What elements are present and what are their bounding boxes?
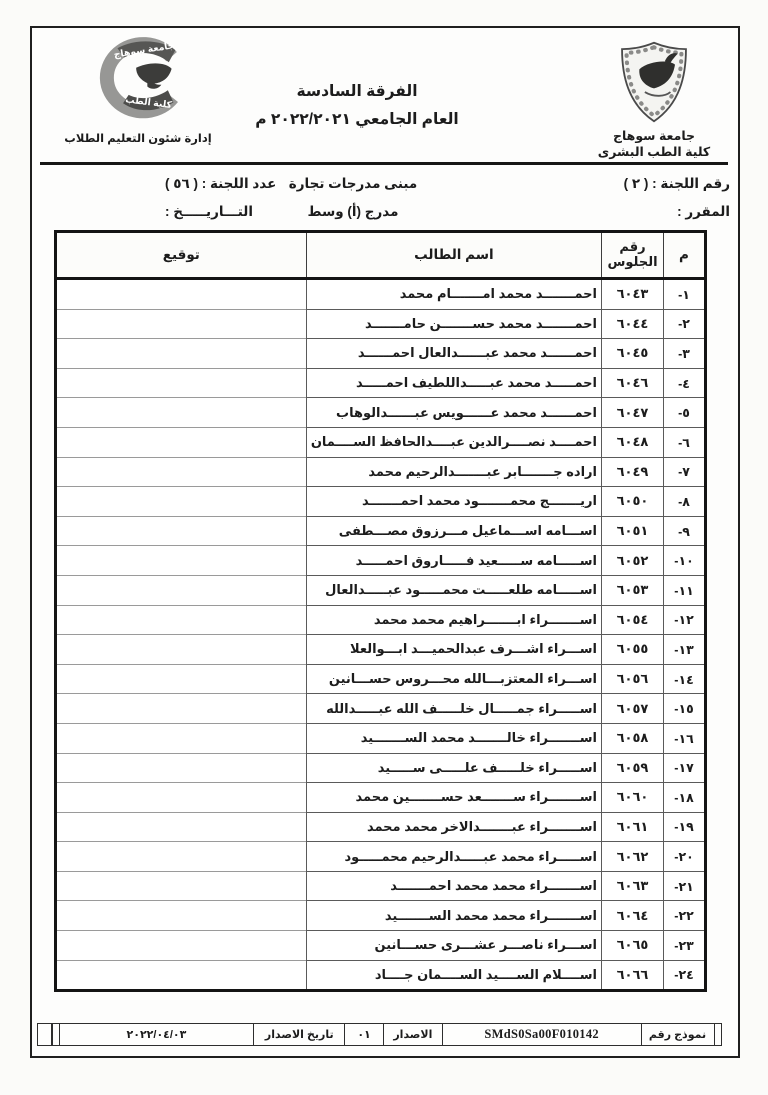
row-serial: ١٩- [664,812,706,842]
row-student-name: اســـــراء جمـــــال خلـــــف الله عبـــــدالله [306,694,601,724]
row-seat-number: ٦٠٤٨ [602,427,664,457]
header-seat-number [602,232,664,279]
department-block [58,36,218,145]
footer-edge-sliver-left [52,1023,60,1046]
table-row [55,812,705,842]
row-signature-cell [55,783,306,813]
row-serial: ٧- [664,457,706,487]
row-signature-cell [55,931,306,961]
university-shield-logo-icon [617,40,691,124]
row-signature-cell [55,723,306,753]
date-label: التـــاريـــــخ : [165,204,254,219]
table-header-row [55,232,705,279]
row-serial: ٢٣- [664,931,706,961]
row-student-name: اســـــــراء ابـــــــراهيم محمد محمد [306,605,601,635]
committee-info-band [32,168,738,230]
table-row [55,516,705,546]
row-student-name: اســـــــراء محمد محمد الســـــــيد [306,901,601,931]
row-seat-number: ٦٠٥٧ [602,694,664,724]
table-row [55,931,705,961]
row-serial: ٢- [664,309,706,339]
header-student-name: اسم الطالب [306,232,601,279]
row-serial: ٩- [664,516,706,546]
page-frame [30,26,740,1058]
row-signature-cell [55,279,306,310]
row-seat-number: ٦٠٥٨ [602,723,664,753]
faculty-round-logo-icon [82,36,194,122]
row-signature-cell [55,842,306,872]
row-seat-number: ٦٠٤٣ [602,279,664,310]
masthead [32,28,738,160]
row-seat-number: ٦٠٤٧ [602,398,664,428]
table-row [55,842,705,872]
row-seat-number: ٦٠٥٢ [602,546,664,576]
row-student-name: احمــــد نصــــرالدين عبــــدالحافظ الســــمان [306,427,601,457]
row-signature-cell [55,368,306,398]
info-right-column [624,176,730,220]
table-row [55,487,705,517]
row-signature-cell [55,339,306,369]
footer-form-bar [38,1023,722,1046]
row-student-name: اريـــــــج محمـــــــود محمد احمـــــــد [306,487,601,517]
row-seat-number: ٦٠٥٣ [602,575,664,605]
table-row [55,723,705,753]
header-seat-line2: الجلوس [607,254,658,269]
hall-name: مدرج (أ) وسط [307,204,399,219]
table-row [55,279,705,310]
row-signature-cell [55,546,306,576]
row-signature-cell [55,309,306,339]
row-student-name: اســـــــراء ســـــــعد حســـــــين محمد [306,783,601,813]
table-row [55,427,705,457]
row-signature-cell [55,516,306,546]
table-row [55,398,705,428]
row-student-name: اســـــراء محمد عبـــــدالرحيم محمـــــود [306,842,601,872]
row-student-name: اســـامه اســـماعيل مـــرزوق مصـــطفى [306,516,601,546]
table-row [55,783,705,813]
table-row [55,546,705,576]
form-code: SMdS0Sa00F010142 [442,1023,642,1046]
row-seat-number: ٦٠٤٥ [602,339,664,369]
version-label: الاصدار [383,1023,443,1046]
row-serial: ١٤- [664,664,706,694]
row-serial: ١٠- [664,546,706,576]
row-serial: ٣- [664,339,706,369]
row-seat-number: ٦٠٦٠ [602,783,664,813]
table-row [55,339,705,369]
row-signature-cell [55,664,306,694]
row-serial: ٥- [664,398,706,428]
logo-top-text: جامعة سوهاج [113,40,176,60]
row-serial: ١٥- [664,694,706,724]
row-signature-cell [55,753,306,783]
row-seat-number: ٦٠٤٦ [602,368,664,398]
table-row [55,457,705,487]
row-seat-number: ٦٠٤٤ [602,309,664,339]
row-signature-cell [55,487,306,517]
table-row [55,635,705,665]
row-serial: ١١- [664,575,706,605]
row-student-name: اســـــــراء خالـــــــد محمد الســـــــيد [306,723,601,753]
row-student-name: اســـــراء خلـــــف علـــــى ســـــيد [306,753,601,783]
issue-date-label: تاريخ الاصدار [253,1023,345,1046]
row-signature-cell [55,427,306,457]
university-identity-block [584,40,724,160]
row-seat-number: ٦٠٦٦ [602,960,664,991]
row-student-name: اســــلام الســــيد الســــمان جــــاد [306,960,601,991]
header-seat-line1: رقم [619,239,646,255]
row-student-name: اســـراء اشـــرف عبدالحميـــد ابـــوالعلا [306,635,601,665]
logo-bottom-text: كلية الطب [124,94,173,110]
row-student-name: احمـــــد محمد عبـــــداللطيف احمـــــد [306,368,601,398]
row-serial: ١٦- [664,723,706,753]
row-signature-cell [55,960,306,991]
row-seat-number: ٦٠٦٢ [602,842,664,872]
row-student-name: احمـــــــد محمد حســـــــن حامـــــــد [306,309,601,339]
row-student-name: اســـــامه طلعـــــت محمـــــود عبـــــدالعال [306,575,601,605]
row-seat-number: ٦٠٥٥ [602,635,664,665]
row-student-name: احمـــــــد محمد امـــــــام محمد [306,279,601,310]
row-student-name: اســـــــراء عبـــــــدالاخر محمد محمد [306,812,601,842]
row-signature-cell [55,694,306,724]
course-label: المقرر : [677,204,730,219]
row-signature-cell [55,605,306,635]
table-row [55,871,705,901]
row-signature-cell [55,812,306,842]
table-row [55,309,705,339]
student-roster-table [54,230,707,992]
faculty-name: كلية الطب البشرى [597,144,711,159]
row-student-name: اســـراء المعتزبـــالله محـــروس حســـانين [306,664,601,694]
row-student-name: اســـــــراء محمد محمد احمـــــــد [306,871,601,901]
row-serial: ٦- [664,427,706,457]
form-number-label: نموذج رقم [641,1023,715,1046]
header-serial: م [664,232,706,279]
table-row [55,901,705,931]
row-serial: ٢١- [664,871,706,901]
table-row [55,368,705,398]
row-serial: ٨- [664,487,706,517]
row-student-name: اســـراء ناصـــر عشـــرى حســـانين [306,931,601,961]
issue-date-value: ٢٠٢٢/٠٤/٠٣ [58,1023,254,1046]
row-seat-number: ٦٠٥٩ [602,753,664,783]
building-name: مبنى مدرجات تجارة [288,176,418,191]
row-student-name: اراده جـــــــابر عبـــــــدالرحيم محمد [306,457,601,487]
footer-edge-sliver-right [713,1023,722,1046]
row-signature-cell [55,635,306,665]
row-signature-cell [55,398,306,428]
grade-title: الفرقة السادسة [296,83,418,100]
row-seat-number: ٦٠٦٣ [602,871,664,901]
row-signature-cell [55,575,306,605]
row-seat-number: ٦٠٦٤ [602,901,664,931]
row-student-name: احمــــــد محمد عــــــويس عبــــــدالوهاب [306,398,601,428]
university-name: جامعة سوهاج [612,129,696,143]
row-seat-number: ٦٠٥٤ [602,605,664,635]
academic-year: العام الجامعي ٢٠٢٢/٢٠٢١ م [255,111,459,128]
row-serial: ٤- [664,368,706,398]
row-serial: ١٨- [664,783,706,813]
header-signature: توقيع [55,232,306,279]
committee-count: عدد اللجنة : ( ٥٦ ) [165,176,277,191]
footer-corner-box [37,1023,52,1046]
table-row [55,664,705,694]
row-serial: ١٣- [664,635,706,665]
row-signature-cell [55,457,306,487]
header-divider-rule [40,162,728,165]
row-seat-number: ٦٠٤٩ [602,457,664,487]
row-signature-cell [55,871,306,901]
row-serial: ١٢- [664,605,706,635]
row-serial: ٢٤- [664,960,706,991]
document-title-block [255,82,459,129]
table-row [55,960,705,991]
table-row [55,753,705,783]
row-student-name: احمــــــد محمد عبــــــدالعال احمــــــد [306,339,601,369]
row-seat-number: ٦٠٦٥ [602,931,664,961]
row-serial: ٢٢- [664,901,706,931]
row-seat-number: ٦٠٥٠ [602,487,664,517]
row-serial: ٢٠- [664,842,706,872]
committee-number: رقم اللجنة : ( ٢ ) [623,176,730,191]
row-seat-number: ٦٠٥٦ [602,664,664,694]
row-seat-number: ٦٠٥١ [602,516,664,546]
row-student-name: اســـــامه ســـــعيد فـــــاروق احمـــــد [306,546,601,576]
row-seat-number: ٦٠٦١ [602,812,664,842]
row-serial: ١٧- [664,753,706,783]
version-value: ٠١ [344,1023,384,1046]
info-left-column [165,176,317,220]
table-row [55,605,705,635]
row-serial: ١- [664,279,706,310]
row-signature-cell [55,901,306,931]
table-row [55,575,705,605]
table-row [55,694,705,724]
department-name: إدارة شئون التعليم الطلاب [64,133,212,145]
